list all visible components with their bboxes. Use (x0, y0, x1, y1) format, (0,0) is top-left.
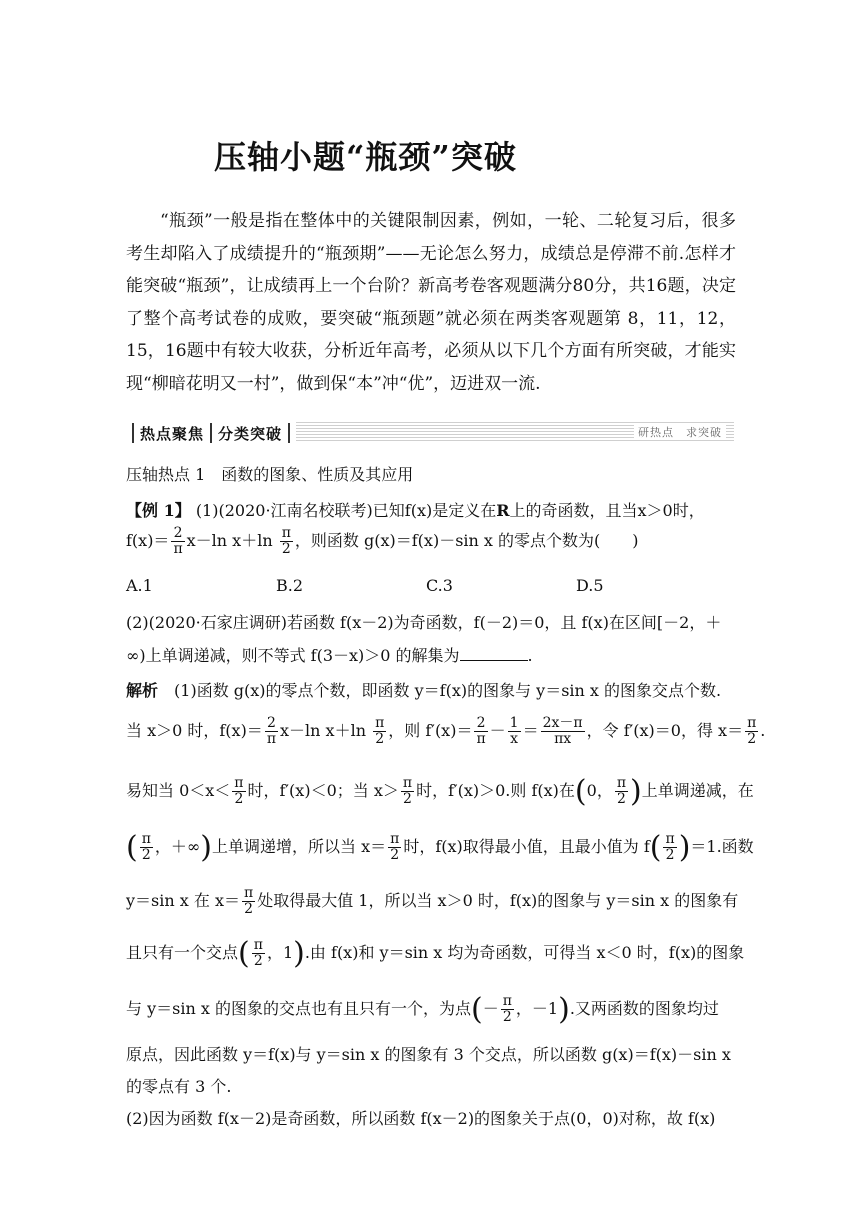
denominator: π (173, 541, 183, 557)
fraction-1-over-x (508, 716, 521, 747)
divider (132, 423, 134, 443)
paren-left: ( (238, 936, 250, 971)
analysis-text: (1)函数 g(x)的零点个数，即函数 y＝f(x)的图象与 y＝sin x 的图象交点个数. (174, 681, 722, 700)
q2-line-2 (126, 643, 533, 666)
analysis-label: 解析 (126, 681, 159, 700)
paren-right: ) (200, 830, 212, 865)
banner-left-b: 分类突破 (218, 424, 283, 443)
section-heading: 压轴热点 1 函数的图象、性质及其应用 (126, 465, 414, 484)
numerator: π (281, 525, 291, 541)
denominator: 2 (234, 791, 244, 807)
denominator: 2 (253, 953, 263, 969)
denominator: 2 (665, 847, 675, 863)
denominator: 2 (390, 847, 400, 863)
option-a: A.1 (126, 576, 153, 595)
formula-post: ，则函数 g(x)＝f(x)－sin x 的零点个数为( ) (294, 531, 639, 550)
analysis-line-9: 的零点有 3 个. (126, 1077, 232, 1096)
analysis-line-7 (126, 992, 719, 1027)
analysis-text: .又两函数的图象均过 (569, 999, 719, 1018)
example-text-a: 已知f(x)是定义在 (372, 501, 497, 520)
fraction-pi-over-2 (745, 716, 758, 747)
denominator: 2 (375, 731, 385, 747)
numerator: π (390, 831, 400, 847)
denominator: 2 (502, 1009, 512, 1025)
analysis-text: ＝1.函数 (690, 837, 754, 856)
example-line-1 (126, 498, 705, 521)
option-c: C.3 (426, 576, 453, 595)
analysis-text: 当 x＞0 时，f(x)＝ (126, 721, 263, 740)
analysis-text: x－ln x＋ln (280, 721, 366, 740)
numerator: π (502, 993, 512, 1009)
intro-paragraph (126, 205, 736, 401)
analysis-text: － (489, 721, 506, 740)
fraction-pi-over-2 (140, 832, 153, 863)
numerator: π (141, 831, 151, 847)
analysis-line-4 (126, 830, 754, 865)
denominator: x (510, 731, 519, 747)
fraction-pi-over-2 (232, 776, 245, 807)
fraction-pi-over-2 (252, 938, 265, 969)
paren-left: ( (649, 830, 662, 865)
analysis-text: 与 y＝sin x 的图象的交点也有且只有一个，为点 (126, 999, 471, 1018)
paren-left: ( (470, 992, 483, 1027)
fraction-2-over-pi (171, 526, 184, 557)
paren-right: ) (558, 992, 570, 1027)
fraction-2x-pi-over-pix (541, 716, 585, 747)
analysis-text: 且只有一个交点 (126, 943, 239, 962)
analysis-line-5 (126, 886, 738, 917)
analysis-text: ，－1 (515, 999, 559, 1018)
example-label: 【例 1】 (126, 501, 191, 520)
denominator: π (476, 731, 486, 747)
denominator: π (266, 731, 277, 747)
denominator: 2 (616, 791, 626, 807)
analysis-text: . (760, 721, 766, 740)
analysis-line-3 (126, 774, 754, 809)
numerator: π (402, 775, 413, 791)
numerator: 2x－π (542, 715, 583, 731)
analysis-text: 时，f′(x)＜0；当 x＞ (247, 781, 399, 800)
q2-text: ∞)上单调递减，则不等式 f(3－x)＞0 的解集为 (126, 646, 460, 665)
section-banner (126, 420, 734, 446)
q2-end: . (527, 646, 533, 665)
denominator: 2 (403, 791, 412, 807)
analysis-text: ，1 (266, 943, 294, 962)
analysis-text: 0， (586, 781, 613, 800)
banner-right-label: 研热点 求突破 (634, 424, 726, 440)
analysis-text: 易知当 0＜x＜ (126, 781, 231, 800)
fraction-pi-over-2 (501, 994, 514, 1025)
fraction-pi-over-2 (663, 832, 676, 863)
intro-text: “瓶颈”一般是指在整体中的关键限制因素，例如，一轮、二轮复习后，很多考生却陷入了成绩提升的“瓶颈期”——无论怎么努力，成绩总是停滞不前.怎样才能突破“瓶颈”，让成绩再上一个台阶？新高考卷客观题满分80分，共16题，决定了整个高考试卷的成败，要突破“瓶颈题”就必须在两类客观题第 8，11，12，15，16题中有较大收获，分析近年高考，必须从以下几个方面有所突破，才能实现“柳暗花明又一村”，做到保“本”冲“优”，迈进双一流. (126, 211, 736, 394)
denominator: 2 (141, 847, 151, 863)
numerator: π (747, 715, 757, 731)
analysis-text: 上单调递增，所以当 x＝ (211, 837, 387, 856)
analysis-text: 处取得最大值 1，所以当 x＞0 时，f(x)的图象与 y＝sin x 的图象有 (257, 891, 739, 910)
example-source: (1)(2020·江南名校联考) (195, 501, 373, 520)
fraction-2-over-pi (265, 716, 278, 747)
numerator: π (616, 775, 627, 791)
divider (288, 423, 290, 443)
banner-tag (126, 420, 296, 446)
example-text-R: R (496, 501, 510, 520)
denominator: 2 (747, 731, 757, 747)
analysis-text: .由 f(x)和 y＝sin x 均为奇函数，可得当 x＜0 时，f(x)的图象 (304, 943, 745, 962)
paren-left: ( (126, 830, 138, 865)
options-row (126, 576, 726, 595)
analysis-line-6 (126, 936, 744, 971)
fraction-pi-over-2 (373, 716, 386, 747)
divider (210, 423, 212, 443)
fraction-pi-over-2 (388, 832, 401, 863)
numerator: 1 (509, 715, 519, 731)
numerator: π (665, 831, 675, 847)
analysis-text: 时，f′(x)＞0.则 f(x)在 (416, 781, 575, 800)
paren-left: ( (574, 774, 587, 809)
analysis-text: y＝sin x 在 x＝ (126, 891, 240, 910)
fraction-pi-over-2 (242, 886, 255, 917)
page-title: 压轴小题“瓶颈”突破 (214, 138, 517, 176)
analysis-text: ，＋∞ (154, 837, 201, 856)
fraction-2-over-pi (474, 716, 487, 747)
fraction-pi-over-2 (280, 526, 293, 557)
analysis-text: 时，f(x)取得最小值，且最小值为 f (403, 837, 650, 856)
analysis-line-2 (126, 716, 765, 747)
numerator: π (234, 775, 244, 791)
numerator: 2 (171, 526, 184, 542)
analysis-line-8: 原点，因此函数 y＝f(x)与 y＝sin x 的图象有 3 个交点，所以函数 g(x)＝f(x)－sin x (126, 1045, 731, 1064)
paren-right: ) (630, 774, 642, 809)
numerator: 2 (474, 716, 487, 732)
fraction-pi-over-2 (615, 776, 628, 807)
answer-blank (460, 646, 528, 661)
example-text-b: 上的奇函数，且当x＞0时， (509, 501, 705, 520)
numerator: π (375, 715, 385, 731)
formula-mid: x－ln x＋ln (186, 531, 273, 550)
analysis-line-1 (126, 678, 721, 701)
q2-line-1: (2)(2020·石家庄调研)若函数 f(x－2)为奇函数，f(－2)＝0，且 f(x)在区间[－2，＋ (126, 613, 722, 632)
numerator: π (243, 885, 254, 901)
analysis-text: ，则 f′(x)＝ (388, 721, 473, 740)
banner-left-a: 热点聚焦 (140, 424, 205, 443)
paren-right: ) (678, 830, 691, 865)
option-b: B.2 (276, 576, 304, 595)
denominator: 2 (281, 541, 291, 557)
numerator: 2 (265, 716, 278, 732)
fraction-pi-over-2 (401, 776, 414, 807)
analysis-text: ＝ (522, 721, 539, 740)
analysis-line-10: (2)因为函数 f(x－2)是奇函数，所以函数 f(x－2)的图象关于点(0，0)对称，故 f(x) (126, 1109, 716, 1128)
analysis-text: ，令 f′(x)＝0，得 x＝ (586, 721, 744, 740)
denominator: 2 (244, 901, 254, 917)
option-d: D.5 (576, 576, 604, 595)
analysis-text: 上单调递减，在 (641, 781, 754, 800)
denominator: πx (554, 731, 572, 747)
example-line-2 (126, 526, 639, 557)
numerator: π (253, 937, 263, 953)
analysis-text: － (482, 999, 499, 1018)
formula-fx: f(x)＝ (126, 531, 170, 550)
paren-right: ) (293, 936, 305, 971)
